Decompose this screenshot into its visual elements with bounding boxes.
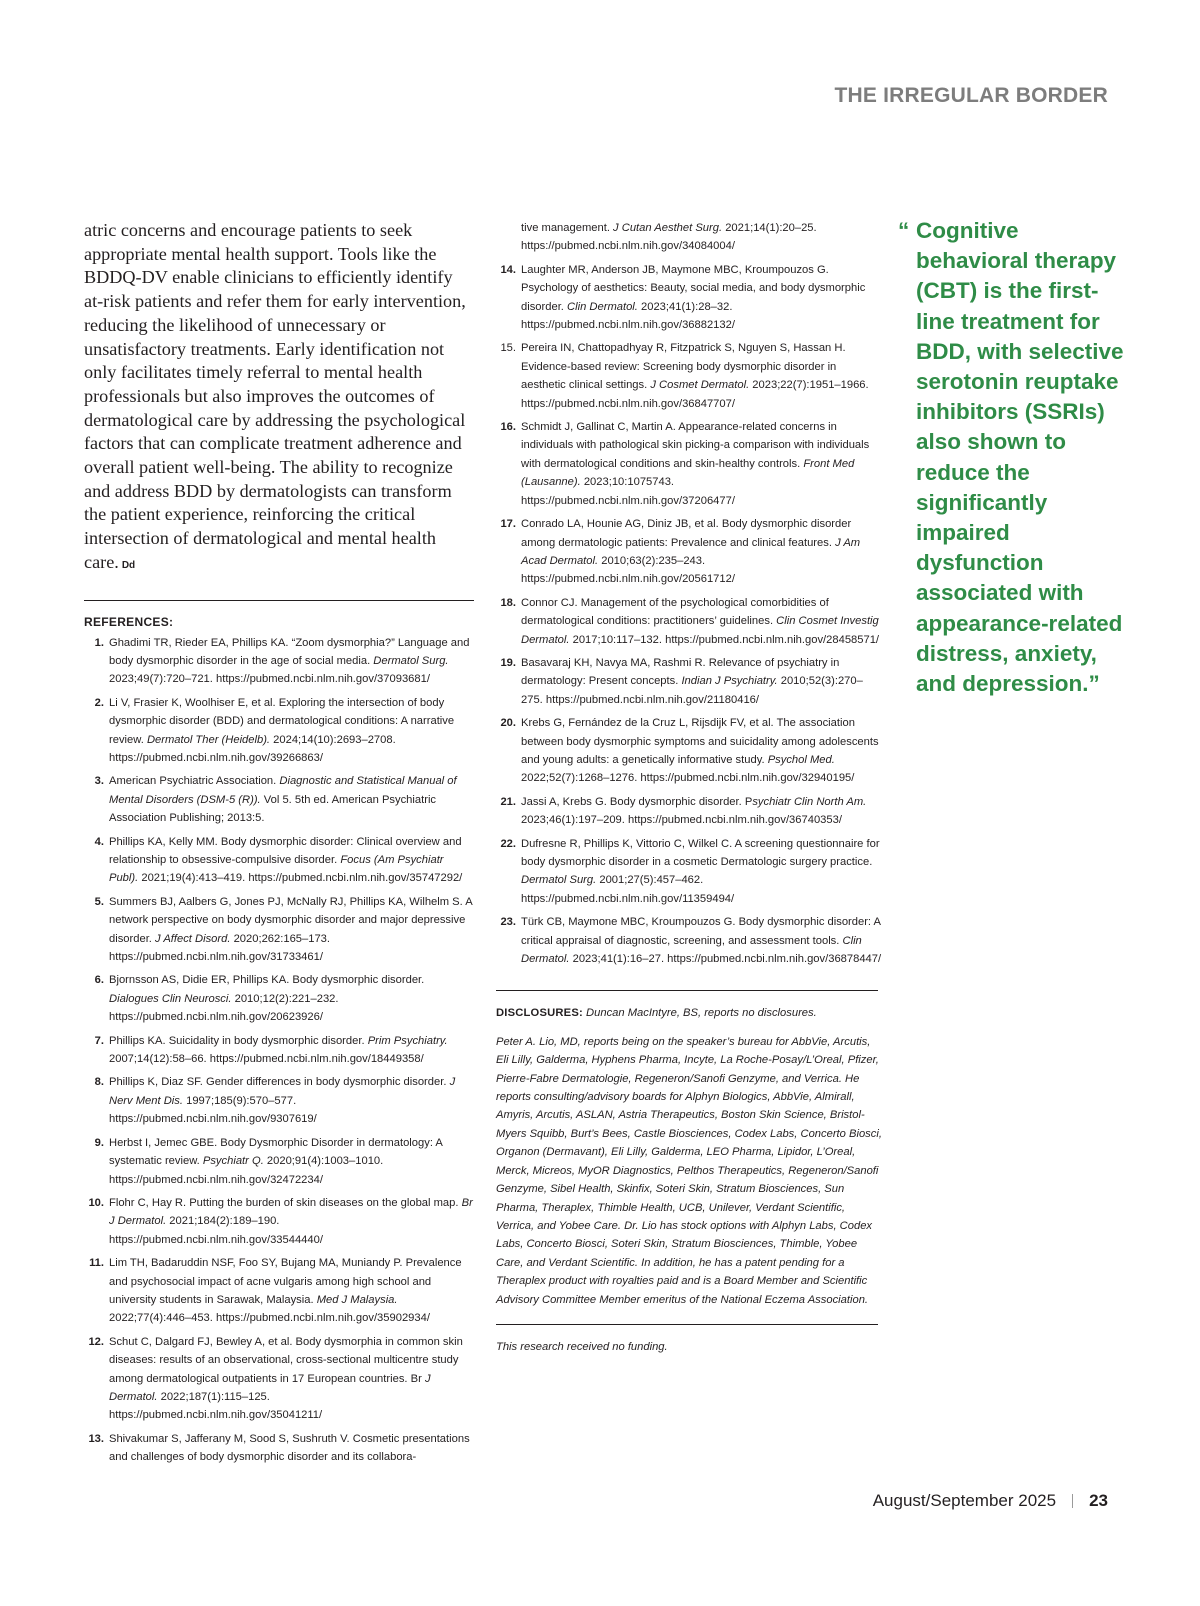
reference-journal: Clin Dermatol. [521,934,862,966]
references-divider [84,600,474,601]
reference-number: 8. [94,1076,104,1089]
reference-journal: Med J Malaysia. [316,1293,398,1306]
reference-number: 12. [88,1335,104,1348]
reference-number: 22. [500,837,516,850]
pullquote-open-mark: “ [898,218,910,243]
reference-number: 7. [94,1034,104,1047]
reference-number: 15. [500,342,516,355]
page-number: 23 [1089,1491,1108,1510]
pullquote [898,216,1130,699]
disclosures-second: Peter A. Lio, MD, reports being on the speaker’s bureau for AbbVie, Arcutis, Eli Lilly, Galderma, Hyphens Pharma, Incyte, La Roche-Posay/L’Oreal, Pfizer, Pierre-Fabre Dermatologie, Regeneron/Sanofi Genzyme, and Verrica. He reports consulting/advisory boards for Alphyn Biologics, AbbVie, Almirall, Amyris, Arcutis, ASLAN, Astria Therapeutics, Boston Skin Science, Bristol-Myers Squibb, Burt’s Bees, Castle Biosciences, Codex Labs, Concerto Biosci, Organon (Dermavant), Eli Lilly, Galderma, LEO Pharma, Lipidor, L’Oreal, Merck, Micreos, MyOR Diagnostics, Pelthos Therapeutics, Regeneron/Sanofi Genzyme, Sibel Health, Skinfix, Soteri Skin, Stratum Biosciences, Sun Pharma, Theraplex, Thimble Health, UCB, Unilever, Verdant Scientific, Verrica, and Yobee Care. Dr. Lio has stock options with Alphyn Labs, Codex Labs, Concerto Biosci, Soteri Skin, Stratum Biosciences, Thimble, Yobee Care, and Verdant Scientific. In addition, he has a patent pending for a Theraplex product with royalties paid and is a Board Member and Scientific Advisory Committee Member emeritus of the National Eczema Association. [496,1035,882,1306]
funding-divider [496,1324,878,1325]
reference-journal: Clin Dermatol. [567,300,638,313]
reference-journal: Clin Cosmet Investig Dermatol. [521,615,879,646]
reference-number: 9. [94,1136,104,1149]
reference-journal: Dermatol Surg. [521,874,597,887]
reference-item: 6. Bjornsson AS, Didie ER, Phillips KA. Body dysmorphic disorder. Dialogues Clin Neurosci. 2010;12(2):221–232. https://pubmed.ncbi.nlm.nih.gov/20623926/ [84,971,474,1026]
body-paragraph-text: atric concerns and encourage patients to seek appropriate mental health support. Tools like the BDDQ-DV enable clinicians to efficiently identify at-risk patients and refer them for early intervention, reducing the likelihood of unnecessary or unsatisfactory treatments. Early identification not only facilitates timely referral to mental health professionals but also improves the outcomes of dermatological care by addressing the psychological factors that can complicate treatment adherence and overall patient well-being. The ability to recognize and address BDD by dermatologists can transform the patient experience, reinforcing the critical intersection of dermatological and mental health care. [84,220,466,572]
reference-journal: Br J Dermatol. [109,1196,473,1228]
reference-item: 19. Basavaraj KH, Navya MA, Rashmi R. Relevance of psychiatry in dermatology: Present concepts. Indian J Psychiatry. 2010;52(3):270–275. https://pubmed.ncbi.nlm.nih.gov/21180416/ [496,654,884,709]
reference-number: 16. [500,421,516,434]
reference-number: 17. [500,518,516,531]
disclosures-divider [496,990,878,991]
reference-number: 11. [89,1257,104,1270]
disclosures-first-text: Duncan MacIntyre, BS, reports no disclosures. [586,1007,817,1020]
reference-item: 23. Türk CB, Maymone MBC, Kroumpouzos G. Body dysmorphic disorder: A critical appraisal of diagnostic, screening, and assessment tools. Clin Dermatol. 2023;41(1):16–27. https://pubmed.ncbi.nlm.nih.gov/36878447/ [496,913,884,968]
reference-journal: Psychol Med. [767,753,835,766]
funding-statement: This research received no funding. [496,1340,668,1353]
reference-journal: Dialogues Clin Neurosci. [109,992,232,1005]
reference-number: 13. [88,1432,104,1445]
reference-item: 4. Phillips KA, Kelly MM. Body dysmorphic disorder: Clinical overview and relationship to obsessive-compulsive disorder. Focus (Am Psychiatr Publ). 2021;19(4):413–419. https://pubmed.ncbi.nlm.nih.gov/35747292/ [84,833,474,888]
reference-item: 5. Summers BJ, Aalbers G, Jones PJ, McNally RJ, Phillips KA, Wilhelm S. A network perspective on body dysmorphic disorder and major depressive disorder. J Affect Disord. 2020;262:165–173. https://pubmed.ncbi.nlm.nih.gov/31733461/ [84,893,474,967]
reference-item: 1. Ghadimi TR, Rieder EA, Phillips KA. “Zoom dysmorphia?” Language and body dysmorphic disorder in the age of social media. Dermatol Surg. 2023;49(7):720–721. https://pubmed.ncbi.nlm.nih.gov/37093681/ [84,634,474,689]
reference-journal: Dermatol Surg. [373,654,449,667]
reference-number: 6. [94,974,104,987]
reference-number: 4. [94,835,104,848]
reference-item: 15. Pereira IN, Chattopadhyay R, Fitzpatrick S, Nguyen S, Hassan H. Evidence-based review: Screening body dysmorphic disorder in aesthetic clinical settings. J Cosmet Dermatol. 2023;22(7):1951–1966. https://pubmed.ncbi.nlm.nih.gov/36847707/ [496,339,884,413]
reference-item: 3. American Psychiatric Association. Diagnostic and Statistical Manual of Mental Disorders (DSM-5 (R)). Vol 5. 5th ed. American Psychiatric Association Publishing; 2013:5. [84,772,474,827]
reference-continuation: tive management. J Cutan Aesthet Surg. 2021;14(1):20–25. https://pubmed.ncbi.nlm.nih.gov/34084004/ [521,222,817,253]
reference-item: 7. Phillips KA. Suicidality in body dysmorphic disorder. Prim Psychiatry. 2007;14(12):58–66. https://pubmed.ncbi.nlm.nih.gov/18449358/ [84,1032,474,1069]
reference-number: 18. [500,596,516,609]
reference-number: 3. [94,775,104,788]
reference-item: 16. Schmidt J, Gallinat C, Martin A. Appearance-related concerns in individuals with pathological skin picking-a comparison with individuals with dermatological conditions and skin-healthy controls. Front Med (Lausanne). 2023;10:1075743. https://pubmed.ncbi.nlm.nih.gov/37206477/ [496,418,884,510]
reference-number: 23. [500,916,516,929]
disclosures-first [496,1004,884,1022]
reference-journal: Indian J Psychiatry. [681,675,778,688]
reference-journal: Prim Psychiatry. [367,1034,448,1047]
reference-number: 5. [94,895,104,908]
signoff-mark: Dd [121,559,136,571]
reference-journal: J Affect Disord. [155,932,231,945]
reference-journal: Diagnostic and Statistical Manual of Mental Disorders (DSM-5 (R)). [109,775,457,806]
reference-item: 18. Connor CJ. Management of the psychological comorbidities of dermatological conditions: practitioners’ guidelines. Clin Cosmet Investig Dermatol. 2017;10:117–132. https://pubmed.ncbi.nlm.nih.gov/28458571/ [496,594,884,649]
footer-separator [1072,1494,1073,1508]
issue-date: August/September 2025 [872,1491,1057,1510]
reference-number: 21. [500,795,516,808]
reference-number: 14. [500,263,516,276]
disclosures-label: DISCLOSURES: [496,1007,583,1020]
reference-item: 17. Conrado LA, Hounie AG, Diniz JB, et al. Body dysmorphic disorder among dermatologic patients: Prevalence and clinical features. J Am Acad Dermatol. 2010;63(2):235–243. https://pubmed.ncbi.nlm.nih.gov/20561712/ [496,515,884,589]
reference-journal: sychiatr Clin North Am. [752,795,867,808]
reference-item: 14. Laughter MR, Anderson JB, Maymone MBC, Kroumpouzos G. Psychology of aesthetics: Beauty, social media, and body dysmorphic disorder. Clin Dermatol. 2023;41(1):28–32. https://pubmed.ncbi.nlm.nih.gov/36882132/ [496,261,884,335]
reference-item: 9. Herbst I, Jemec GBE. Body Dysmorphic Disorder in dermatology: A systematic review. Psychiatr Q. 2020;91(4):1003–1010. https://pubmed.ncbi.nlm.nih.gov/32472234/ [84,1134,474,1189]
pullquote-column [898,216,1130,699]
reference-number: 20. [500,717,516,730]
reference-item: 22. Dufresne R, Phillips K, Vittorio C, Wilkel C. A screening questionnaire for body dysmorphic disorder in a cosmetic Dermatologic surgery practice. Dermatol Surg. 2001;27(5):457–462. https://pubmed.ncbi.nlm.nih.gov/11359494/ [496,835,884,909]
reference-list-left [84,634,474,1467]
references-heading: REFERENCES: [84,614,174,629]
reference-list-middle [496,261,884,969]
reference-number: 10. [88,1196,104,1209]
body-paragraph [84,219,474,578]
reference-item: 20. Krebs G, Fernández de la Cruz L, Rijsdijk FV, et al. The association between body dysmorphic symptoms and suicidality among adolescents and young adults: a genetically informative study. Psychol Med. 2022;52(7):1268–1276. https://pubmed.ncbi.nlm.nih.gov/32940195/ [496,714,884,788]
reference-number: 2. [94,696,104,709]
reference-item: 8. Phillips K, Diaz SF. Gender differences in body dysmorphic disorder. J Nerv Ment Dis. 1997;185(9):570–577. https://pubmed.ncbi.nlm.nih.gov/9307619/ [84,1073,474,1128]
reference-journal: Psychiatr Q. [202,1155,264,1168]
reference-number: 1. [94,636,104,649]
page-footer [873,1491,1108,1511]
left-column [84,219,474,1472]
reference-journal: Focus (Am Psychiatr Publ). [109,854,444,885]
reference-item: 11. Lim TH, Badaruddin NSF, Foo SY, Bujang MA, Muniandy P. Prevalence and psychosocial impact of acne vulgaris among high school and university students in Sarawak, Malaysia. Med J Malaysia. 2022;77(4):446–453. https://pubmed.ncbi.nlm.nih.gov/35902934/ [84,1254,474,1328]
reference-journal: Dermatol Ther (Heidelb). [146,733,271,746]
reference-journal: J Nerv Ment Dis. [109,1076,456,1107]
reference-item: 2. Li V, Frasier K, Woolhiser E, et al. Exploring the intersection of body dysmorphic disorder (BDD) and dermatological conditions: A narrative review. Dermatol Ther (Heidelb). 2024;14(10):2693–2708. https://pubmed.ncbi.nlm.nih.gov/39266863/ [84,694,474,768]
reference-journal: Front Med (Lausanne). [521,457,855,489]
reference-number: 19. [500,656,516,669]
middle-column [496,219,884,1356]
reference-item: 13. Shivakumar S, Jafferany M, Sood S, Sushruth V. Cosmetic presentations and challenges of body dysmorphic disorder and its collabora- [84,1430,474,1467]
reference-journal: J Dermatol. [109,1372,431,1403]
reference-item: 21. Jassi A, Krebs G. Body dysmorphic disorder. Psychiatr Clin North Am. 2023;46(1):197–209. https://pubmed.ncbi.nlm.nih.gov/36740353/ [496,793,884,830]
reference-item: 12. Schut C, Dalgard FJ, Bewley A, et al. Body dysmorphia in common skin diseases: results of an observational, cross-sectional multicentre study among dermatological outpatients in 17 European countries. Br J Dermatol. 2022;187(1):115–125. https://pubmed.ncbi.nlm.nih.gov/35041211/ [84,1333,474,1425]
reference-journal: J Am Acad Dermatol. [521,536,861,567]
pullquote-text: Cognitive behavioral therapy (CBT) is the first-line treatment for BDD, with selective serotonin reuptake inhibitors (SSRIs) also shown to reduce the significantly impaired dysfunction associated with appearance-related distress, anxiety, and depression.” [916,218,1124,697]
reference-item: 10. Flohr C, Hay R. Putting the burden of skin diseases on the global map. Br J Dermatol. 2021;184(2):189–190. https://pubmed.ncbi.nlm.nih.gov/33544440/ [84,1194,474,1249]
reference-journal: J Cosmet Dermatol. [650,379,750,392]
section-header: THE IRREGULAR BORDER [834,84,1108,107]
